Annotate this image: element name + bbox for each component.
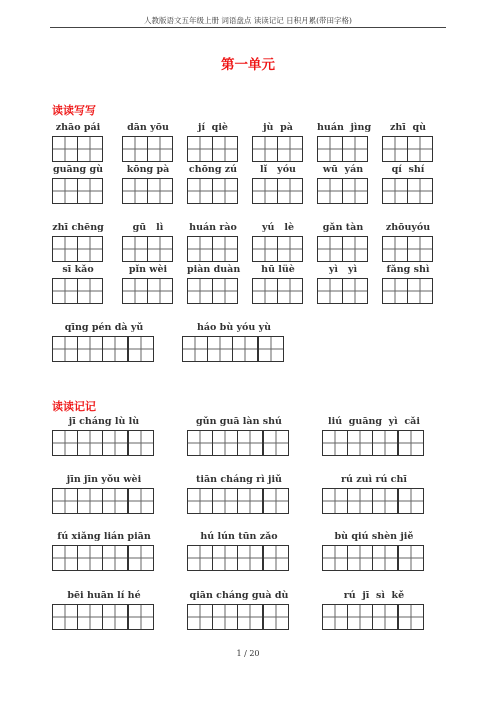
writing-cell[interactable] — [347, 488, 373, 514]
tianzige-grid — [52, 604, 153, 630]
writing-cell[interactable] — [212, 488, 238, 514]
writing-cell[interactable] — [102, 604, 128, 630]
writing-cell[interactable] — [102, 336, 128, 362]
writing-cell[interactable] — [342, 278, 368, 304]
writing-cell[interactable] — [122, 136, 148, 162]
tianzige-grid — [52, 488, 153, 514]
writing-cell[interactable] — [232, 336, 258, 362]
writing-cell[interactable] — [187, 545, 213, 571]
pinyin-label: jīn jīn yǒu wèi — [66, 474, 142, 485]
writing-cell[interactable] — [317, 136, 343, 162]
writing-cell[interactable] — [128, 488, 154, 514]
writing-cell[interactable] — [347, 604, 373, 630]
writing-cell[interactable] — [187, 278, 213, 304]
writing-cell[interactable] — [77, 336, 103, 362]
word-row — [52, 164, 442, 220]
writing-cell[interactable] — [212, 545, 238, 571]
word-row — [52, 531, 442, 587]
writing-cell[interactable] — [122, 236, 148, 262]
section-title-read-remember: 读读记记 — [52, 400, 96, 413]
writing-cell[interactable] — [102, 430, 128, 456]
writing-cell[interactable] — [77, 604, 103, 630]
writing-cell[interactable] — [212, 178, 238, 204]
tianzige-grid — [122, 178, 172, 204]
tianzige-grid — [52, 178, 102, 204]
pinyin-label: zhōuyóu — [385, 222, 431, 233]
writing-cell[interactable] — [322, 604, 348, 630]
tianzige-grid — [187, 136, 237, 162]
pinyin-label: huán jìng — [317, 122, 372, 133]
pinyin-label: jí qiè — [198, 122, 228, 133]
writing-cell[interactable] — [52, 430, 78, 456]
writing-cell[interactable] — [252, 278, 278, 304]
writing-cell[interactable] — [407, 136, 433, 162]
pinyin-label: bù qiú shèn jiě — [334, 531, 414, 542]
writing-cell[interactable] — [212, 236, 238, 262]
tianzige-grid — [382, 278, 432, 304]
writing-cell[interactable] — [263, 488, 289, 514]
tianzige-grid — [122, 136, 172, 162]
pinyin-label: qīng pén dà yǔ — [64, 322, 144, 333]
writing-cell[interactable] — [122, 278, 148, 304]
tianzige-grid — [182, 336, 283, 362]
pinyin-label: fǎng shì — [386, 264, 430, 275]
tianzige-grid — [252, 236, 302, 262]
writing-cell[interactable] — [237, 545, 263, 571]
writing-cell[interactable] — [187, 604, 213, 630]
pinyin-label: rú zuì rú chī — [341, 474, 407, 485]
pinyin-label: hū lüè — [261, 264, 295, 275]
page-number: 1 / 20 — [236, 649, 260, 658]
tianzige-grid — [187, 545, 288, 571]
tianzige-grid — [122, 236, 172, 262]
pinyin-label: jù pà — [263, 122, 293, 133]
tianzige-grid — [317, 236, 367, 262]
writing-cell[interactable] — [52, 545, 78, 571]
pinyin-label: yì yì — [328, 264, 358, 275]
tianzige-grid — [187, 604, 288, 630]
tianzige-grid — [317, 178, 367, 204]
tianzige-grid — [317, 278, 367, 304]
writing-cell[interactable] — [342, 178, 368, 204]
pinyin-label: jī cháng lù lù — [68, 416, 140, 427]
writing-cell[interactable] — [398, 604, 424, 630]
writing-cell[interactable] — [372, 488, 398, 514]
writing-cell[interactable] — [237, 604, 263, 630]
writing-cell[interactable] — [258, 336, 284, 362]
pinyin-label: sī kǎo — [62, 264, 94, 275]
writing-cell[interactable] — [237, 430, 263, 456]
writing-cell[interactable] — [77, 278, 103, 304]
writing-cell[interactable] — [212, 604, 238, 630]
pinyin-label: zhī qù — [389, 122, 427, 133]
word-row — [52, 416, 442, 472]
writing-cell[interactable] — [52, 236, 78, 262]
writing-cell[interactable] — [128, 430, 154, 456]
writing-cell[interactable] — [187, 136, 213, 162]
writing-cell[interactable] — [277, 278, 303, 304]
word-row — [52, 322, 442, 378]
writing-cell[interactable] — [182, 336, 208, 362]
writing-cell[interactable] — [187, 178, 213, 204]
tianzige-grid — [187, 178, 237, 204]
pinyin-label: gū lì — [132, 222, 164, 233]
tianzige-grid — [122, 278, 172, 304]
writing-cell[interactable] — [347, 545, 373, 571]
tianzige-grid — [382, 178, 432, 204]
tianzige-grid — [382, 236, 432, 262]
writing-cell[interactable] — [342, 236, 368, 262]
pinyin-label: háo bù yóu yù — [196, 322, 272, 333]
tianzige-grid — [322, 545, 423, 571]
pinyin-label: pǐn wèi — [128, 264, 168, 275]
writing-cell[interactable] — [372, 430, 398, 456]
writing-cell[interactable] — [122, 178, 148, 204]
pinyin-label: zhāo pái — [55, 122, 101, 133]
writing-cell[interactable] — [407, 178, 433, 204]
pinyin-label: guāng gù — [52, 164, 104, 175]
writing-cell[interactable] — [207, 336, 233, 362]
writing-cell[interactable] — [252, 236, 278, 262]
section-title-read-write: 读读写写 — [52, 104, 96, 117]
tianzige-grid — [322, 604, 423, 630]
writing-cell[interactable] — [398, 430, 424, 456]
pinyin-label: wū yán — [322, 164, 364, 175]
tianzige-grid — [52, 430, 153, 456]
writing-cell[interactable] — [187, 236, 213, 262]
writing-cell[interactable] — [407, 278, 433, 304]
writing-cell[interactable] — [147, 178, 173, 204]
writing-cell[interactable] — [147, 278, 173, 304]
pinyin-label: fú xiǎng lián piān — [57, 531, 151, 542]
writing-cell[interactable] — [382, 136, 408, 162]
writing-cell[interactable] — [102, 488, 128, 514]
writing-cell[interactable] — [77, 488, 103, 514]
writing-cell[interactable] — [252, 136, 278, 162]
writing-cell[interactable] — [147, 236, 173, 262]
pinyin-label: chōng zú — [188, 164, 238, 175]
writing-cell[interactable] — [52, 336, 78, 362]
pinyin-label: dān yōu — [127, 122, 169, 133]
tianzige-grid — [322, 430, 423, 456]
tianzige-grid — [187, 278, 237, 304]
pinyin-label: zhī chēng — [52, 222, 104, 233]
tianzige-grid — [52, 278, 102, 304]
pinyin-label: liú guāng yì cǎi — [328, 416, 420, 427]
writing-cell[interactable] — [212, 278, 238, 304]
pinyin-label: bēi huān lí hé — [67, 590, 141, 601]
writing-cell[interactable] — [128, 336, 154, 362]
writing-cell[interactable] — [212, 136, 238, 162]
writing-cell[interactable] — [263, 604, 289, 630]
pinyin-label: tiān cháng rì jiǔ — [196, 474, 282, 485]
page-header: 人教版语文五年级上册 词语盘点 读读记记 日积月累(带田字格) — [143, 16, 352, 25]
writing-cell[interactable] — [277, 236, 303, 262]
writing-cell[interactable] — [52, 136, 78, 162]
writing-cell[interactable] — [372, 545, 398, 571]
writing-cell[interactable] — [237, 488, 263, 514]
pinyin-label: yú lè — [261, 222, 294, 233]
writing-cell[interactable] — [317, 278, 343, 304]
writing-cell[interactable] — [187, 430, 213, 456]
pinyin-label: kōng pà — [126, 164, 170, 175]
tianzige-grid — [187, 430, 288, 456]
tianzige-grid — [52, 545, 153, 571]
writing-cell[interactable] — [52, 178, 78, 204]
word-row — [52, 590, 442, 646]
tianzige-grid — [322, 488, 423, 514]
writing-cell[interactable] — [77, 178, 103, 204]
writing-cell[interactable] — [147, 136, 173, 162]
writing-cell[interactable] — [317, 236, 343, 262]
writing-cell[interactable] — [382, 236, 408, 262]
tianzige-grid — [317, 136, 367, 162]
writing-cell[interactable] — [277, 136, 303, 162]
header-divider — [50, 27, 446, 28]
writing-cell[interactable] — [187, 488, 213, 514]
tianzige-grid — [52, 336, 153, 362]
pinyin-label: lǐ yóu — [260, 164, 296, 175]
pinyin-label: qí shí — [391, 164, 425, 175]
writing-cell[interactable] — [322, 488, 348, 514]
pinyin-label: huán rào — [189, 222, 237, 233]
tianzige-grid — [52, 136, 102, 162]
writing-cell[interactable] — [77, 236, 103, 262]
writing-cell[interactable] — [382, 278, 408, 304]
writing-cell[interactable] — [52, 604, 78, 630]
tianzige-grid — [252, 278, 302, 304]
writing-cell[interactable] — [263, 430, 289, 456]
writing-cell[interactable] — [342, 136, 368, 162]
writing-cell[interactable] — [347, 430, 373, 456]
writing-cell[interactable] — [77, 136, 103, 162]
writing-cell[interactable] — [372, 604, 398, 630]
pinyin-label: gǎn tàn — [322, 222, 364, 233]
pinyin-label: piàn duàn — [187, 264, 241, 275]
writing-cell[interactable] — [77, 430, 103, 456]
pinyin-label: qiān cháng guà dù — [189, 590, 289, 601]
writing-cell[interactable] — [382, 178, 408, 204]
tianzige-grid — [252, 178, 302, 204]
pinyin-label: gǔn guā làn shú — [196, 416, 282, 427]
writing-cell[interactable] — [277, 178, 303, 204]
writing-cell[interactable] — [128, 545, 154, 571]
writing-cell[interactable] — [102, 545, 128, 571]
writing-cell[interactable] — [52, 488, 78, 514]
writing-cell[interactable] — [252, 178, 278, 204]
writing-cell[interactable] — [128, 604, 154, 630]
writing-cell[interactable] — [407, 236, 433, 262]
word-row — [52, 264, 442, 320]
writing-cell[interactable] — [263, 545, 289, 571]
tianzige-grid — [52, 236, 102, 262]
word-row — [52, 474, 442, 530]
writing-cell[interactable] — [322, 430, 348, 456]
writing-cell[interactable] — [77, 545, 103, 571]
tianzige-grid — [187, 488, 288, 514]
writing-cell[interactable] — [212, 430, 238, 456]
tianzige-grid — [187, 236, 237, 262]
tianzige-grid — [252, 136, 302, 162]
unit-title: 第一单元 — [221, 57, 275, 73]
writing-cell[interactable] — [317, 178, 343, 204]
pinyin-label: hú lún tūn zǎo — [200, 531, 278, 542]
writing-cell[interactable] — [398, 545, 424, 571]
writing-cell[interactable] — [398, 488, 424, 514]
writing-cell[interactable] — [52, 278, 78, 304]
tianzige-grid — [382, 136, 432, 162]
pinyin-label: rú jī sì kě — [343, 590, 405, 601]
writing-cell[interactable] — [322, 545, 348, 571]
